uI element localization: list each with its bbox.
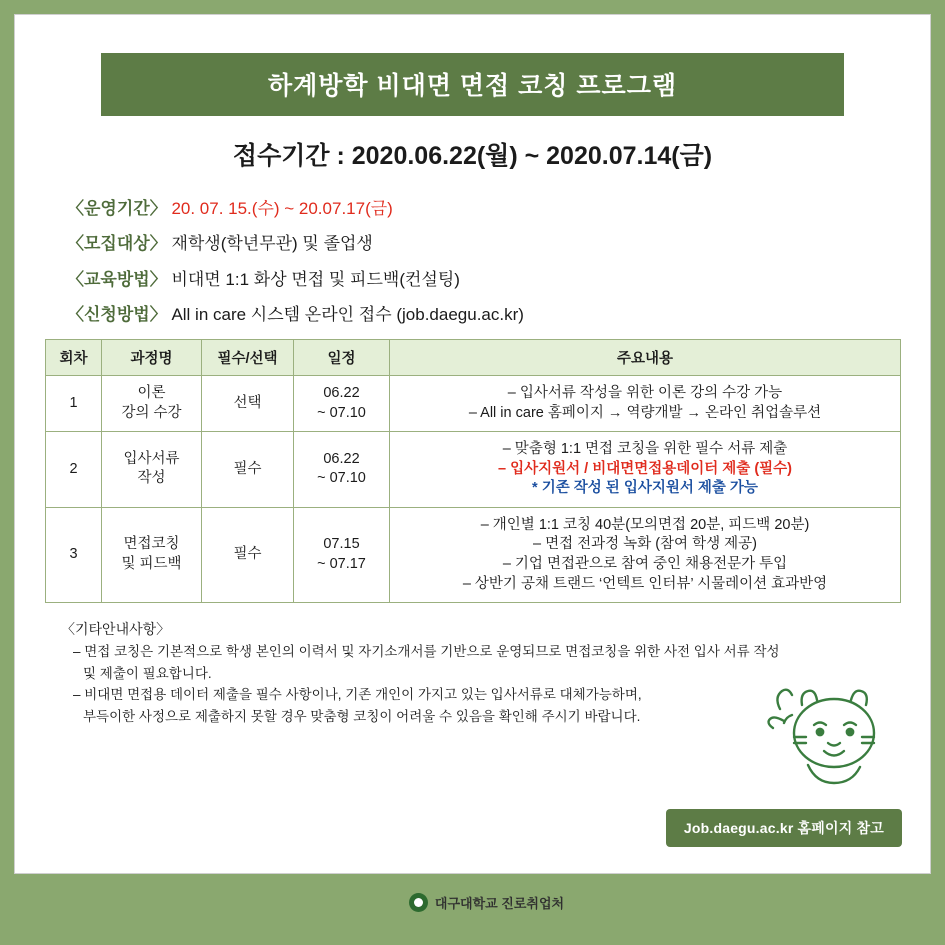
note-line: – 면접 코칭은 기본적으로 학생 본인의 이력서 및 자기소개서를 기반으로 운영되므로 면접코칭을 위한 사전 입사 서류 작성 [73,644,780,660]
column-header-content: 주요내용 [390,340,901,376]
info-label: 〈모집대상〉 [67,234,167,254]
cell-date: 06.22 ~ 07.10 [294,432,390,508]
info-label: 〈교육방법〉 [67,269,167,289]
cell-content [390,507,901,602]
info-row-target [67,233,900,254]
column-header-type: 필수/선택 [202,340,294,376]
cell-no: 1 [46,376,102,432]
note-line: 및 제출이 필요합니다. [83,665,212,681]
column-header-date: 일정 [294,340,390,376]
footer-text: 대구대학교 진로취업처 [434,896,565,911]
info-label: 〈운영기간〉 [67,199,167,218]
content-line: – 기업 면접관으로 참여 중인 채용전문가 투입 [502,555,788,572]
note-line: – 비대면 면접용 데이터 제출을 필수 사항이나, 기존 개인이 가지고 있는 입사서류로 대체가능하며, [73,687,642,703]
page-title: 하계방학 비대면 면접 코칭 프로그램 [101,53,844,116]
content-line: – 개인별 1:1 코칭 40분(모의면접 20분, 피드백 20분) [480,516,810,533]
table-row [46,507,901,602]
cell-no: 2 [46,432,102,508]
content-line: – 면접 전과정 녹화 (참여 학생 제공) [533,536,757,553]
table-row [46,432,901,508]
table-header-row [46,340,901,376]
note-line: 부득이한 사정으로 제출하지 못할 경우 맞춤형 코칭이 어려울 수 있음을 확인해 주시기 바랍니다. [83,709,641,725]
homepage-badge[interactable]: Job.daegu.ac.kr 홈페이지 참고 [666,809,902,847]
content-line: * 기존 작성 된 입사지원서 제출 가능 [532,480,758,497]
cell-course: 입사서류 작성 [102,432,202,508]
cell-course: 이론 강의 수강 [102,376,202,432]
application-period-subtitle: 접수기간 : 2020.06.22(월) ~ 2020.07.14(금) [232,142,713,170]
info-label: 〈신청방법〉 [67,304,167,324]
table-body [46,376,901,603]
info-value: 재학생(학년무관) 및 졸업생 [171,234,373,254]
university-logo-icon [409,893,428,912]
content-line: – 입사지원서 / 비대면면접용데이터 제출 (필수) [497,460,793,477]
cell-content [390,432,901,508]
schedule-table [45,339,901,603]
info-value: All in care 시스템 온라인 접수 (job.daegu.ac.kr) [171,304,524,324]
info-row-period [67,198,900,219]
info-value: 비대면 1:1 화상 면접 및 피드백(컨설팅) [171,269,460,289]
mascot-tiger-icon [762,675,894,795]
content-line: – 입사서류 작성을 위한 이론 강의 수강 가능 [507,385,783,401]
cell-date: 06.22 ~ 07.10 [294,376,390,432]
column-header-no: 회차 [46,340,102,376]
footer [14,874,945,931]
cell-course: 면접코칭 및 피드백 [102,507,202,602]
cell-type: 선택 [202,376,294,432]
info-row-apply [67,304,900,325]
cell-type: 필수 [202,507,294,602]
info-value: 20. 07. 15.(수) ~ 20.07.17(금) [171,199,393,218]
cell-date: 07.15 ~ 07.17 [294,507,390,602]
notes-block [61,619,851,727]
info-list [45,198,900,325]
content-line: – 맞춤형 1:1 면접 코칭을 위한 필수 서류 제출 [502,441,788,458]
info-row-method [67,269,900,290]
cell-no: 3 [46,507,102,602]
cell-type: 필수 [202,432,294,508]
column-header-course: 과정명 [102,340,202,376]
poster-card [14,14,931,874]
content-line: – 상반기 공채 트랜드 ‘언텍트 인터뷰’ 시물레이션 효과반영 [462,575,828,592]
content-line: – All in care 홈페이지 → 역량개발 → 온라인 취업솔루션 [468,404,822,421]
table-row [46,376,901,432]
cell-content [390,376,901,432]
notes-title: 〈기타안내사항〉 [61,621,171,638]
